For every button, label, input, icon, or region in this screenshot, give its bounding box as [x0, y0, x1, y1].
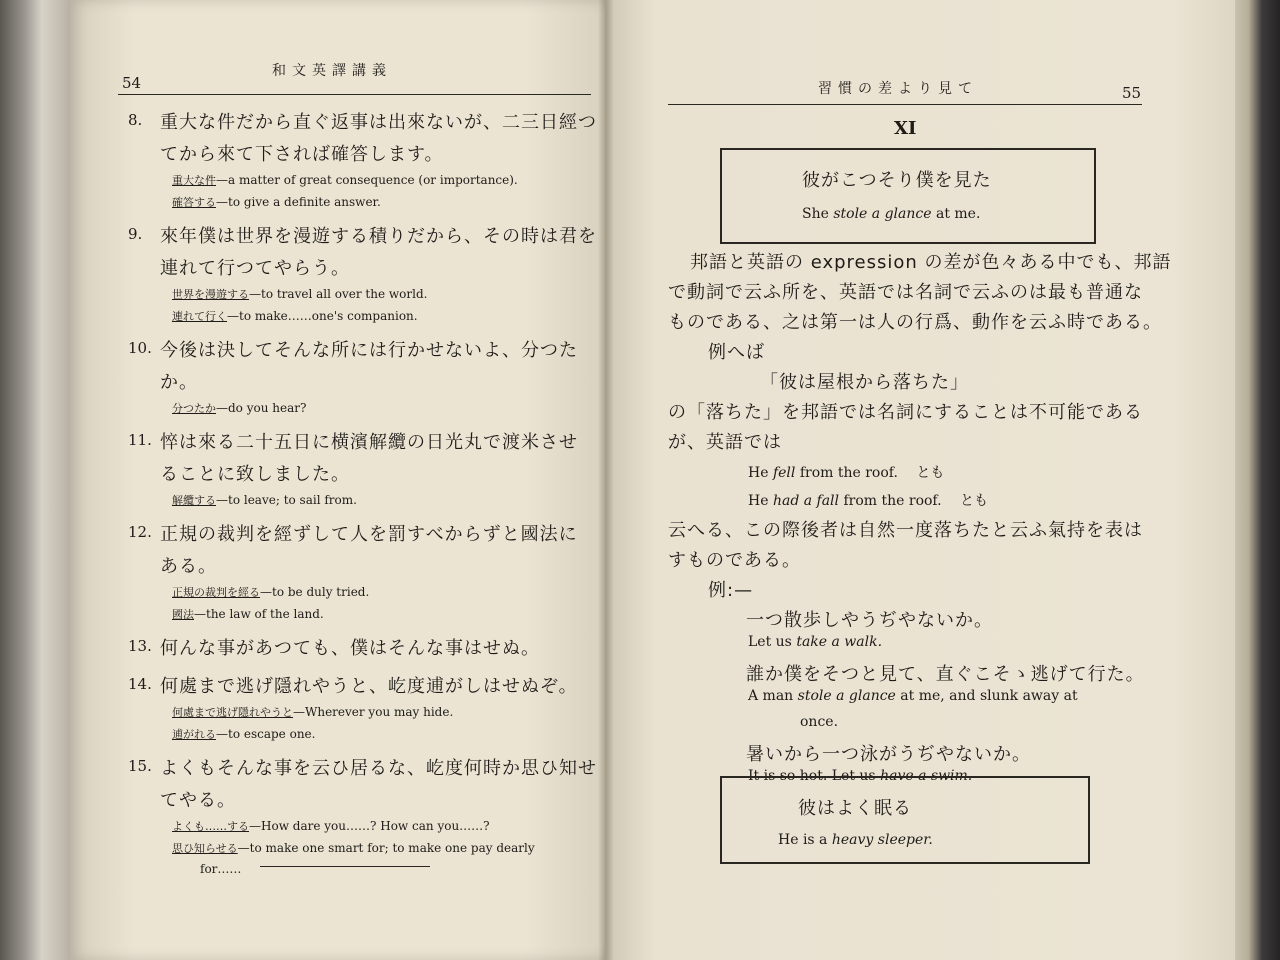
para2-line: の「落ちた」を邦語では名詞にすることは不可能である [668, 402, 1143, 423]
gloss-line [172, 492, 357, 508]
english-example: He had a fall from the roof. とも [748, 493, 989, 509]
example2-label: 例:— [708, 580, 754, 601]
example-english: Let us take a walk. [748, 634, 883, 650]
box1-japanese: 彼がこつそり僕を見た [802, 170, 992, 191]
gloss-definition: —to make……one's companion. [227, 309, 418, 323]
gloss-term: 解纜する [172, 494, 216, 507]
para3-line: 云へる、この際後者は自然一度落ちたと云ふ氣持を表は [668, 520, 1143, 541]
box2-english: He is a heavy sleeper. [778, 832, 933, 848]
para3-line: すものである。 [668, 550, 801, 571]
gloss-line [172, 840, 535, 856]
gloss-definition: —to give a definite answer. [216, 195, 381, 209]
box1-english: She stole a glance at me. [802, 206, 981, 222]
gloss-line [172, 400, 306, 416]
entry-number: 8. [128, 111, 143, 129]
entry-text-line: 今後は決してそんな所には行かせないよ、分つた [160, 340, 578, 361]
left-running-head: 和文英譯講義 [272, 63, 392, 79]
gloss-line [172, 584, 369, 600]
gloss-term: 重大な件 [172, 174, 216, 187]
section-heading: XI [894, 118, 917, 139]
gloss-term: 分つたか [172, 402, 216, 415]
box2-japanese: 彼はよく眠る [798, 798, 912, 819]
entry-number: 12. [128, 523, 152, 541]
english-example: He fell from the roof. とも [748, 465, 945, 481]
entry-number: 9. [128, 225, 143, 243]
entry-number: 10. [128, 339, 152, 357]
gloss-definition: —to leave; to sail from. [216, 493, 357, 507]
gloss-definition: for…… [200, 862, 242, 876]
gloss-term: 思ひ知らせる [172, 842, 238, 855]
example-english-cont: once. [800, 714, 839, 730]
example-english: A man stole a glance at me, and slunk away at [748, 688, 1078, 704]
entry-number: 14. [128, 675, 152, 693]
para1-line: 邦語と英語の expression の差が色々ある中でも、邦語 [690, 252, 1172, 273]
entry-text-line: 連れて行つてやらう。 [160, 258, 350, 279]
gloss-line [172, 194, 381, 210]
gloss-term: 國法 [172, 608, 194, 621]
right-header-rule [668, 104, 1142, 105]
gloss-definition: —the law of the land. [194, 607, 324, 621]
entry-text-line: てやる。 [160, 790, 236, 811]
left-header-rule [118, 94, 591, 95]
gloss-line [172, 308, 418, 324]
book-gutter [598, 0, 614, 960]
gloss-line [172, 606, 324, 622]
book-edge-left [0, 0, 70, 960]
example-label: 例へば [708, 342, 765, 363]
gloss-definition: —to escape one. [216, 727, 316, 741]
gloss-definition: —How dare you……? How can you……? [249, 819, 490, 833]
gloss-line [172, 704, 453, 720]
entry-text-line: てから來て下されば確答します。 [160, 144, 444, 165]
gloss-term: 何處まで逃げ隱れやうと [172, 706, 293, 719]
entry-text-line: か。 [160, 372, 198, 393]
para1-line: で動詞で云ふ所を、英語では名詞で云ふのは最も普通な [668, 282, 1143, 303]
entry-number: 11. [128, 431, 152, 449]
example-japanese: 一つ散歩しやうぢやないか。 [746, 610, 993, 631]
gloss-definition: —a matter of great consequence (or importance). [216, 173, 518, 187]
gloss-definition: —to travel all over the world. [249, 287, 428, 301]
gloss-term: 確答する [172, 196, 216, 209]
gloss-line [200, 862, 241, 876]
entry-text-line: 何んな事があつても、僕はそんな事はせぬ。 [160, 638, 540, 659]
para1-line: ものである、之は第一は人の行爲、動作を云ふ時である。 [668, 312, 1162, 333]
gloss-line [172, 818, 490, 834]
gloss-definition: —to make one smart for; to make one pay dearly [237, 841, 535, 855]
left-page-number: 54 [122, 74, 142, 92]
example-japanese: 誰か僕をそつと見て、直ぐこそゝ逃げて行た。 [746, 664, 1145, 685]
entry-text-line: 何處まで逃げ隱れやうと、屹度逋がしはせぬぞ。 [160, 676, 578, 697]
gloss-definition: —Wherever you may hide. [293, 705, 454, 719]
right-page-number: 55 [1122, 84, 1142, 102]
entry-text-line: 正規の裁判を經ずして人を罰すべからずと國法に [160, 524, 578, 545]
gloss-line [172, 726, 315, 742]
quote-line: 「彼は屋根から落ちた」 [760, 372, 969, 393]
book-edge-right [1235, 0, 1280, 960]
example-japanese: 暑いから一つ泳がうぢやないか。 [746, 744, 1031, 765]
gloss-definition: —to be duly tried. [260, 585, 370, 599]
gloss-term: 連れて行く [172, 310, 227, 323]
entry-number: 15. [128, 757, 152, 775]
left-end-rule [260, 866, 430, 867]
gloss-line [172, 172, 518, 188]
example-box-1 [720, 148, 1096, 244]
para2-line: が、英語では [668, 432, 782, 453]
gloss-line [172, 286, 427, 302]
gloss-term: 正規の裁判を經る [172, 586, 260, 599]
gloss-definition: —do you hear? [216, 401, 307, 415]
right-running-head: 習慣の差より見て [818, 81, 978, 97]
gloss-term: よくも……する [172, 820, 249, 833]
entry-text-line: ある。 [160, 556, 217, 577]
example-english: It is so hot. Let us have a swim. [748, 768, 973, 784]
entry-number: 13. [128, 637, 152, 655]
entry-text-line: 重大な件だから直ぐ返事は出來ないが、二三日經つ [160, 112, 597, 133]
entry-text-line: 來年僕は世界を漫遊する積りだから、その時は君を [160, 226, 597, 247]
gloss-term: 世界を漫遊する [172, 288, 249, 301]
gloss-term: 逋がれる [172, 728, 216, 741]
example-box-2 [720, 776, 1090, 864]
entry-text-line: ることに致しました。 [160, 464, 350, 485]
entry-text-line: よくもそんな事を云ひ居るな、屹度何時か思ひ知せ [160, 758, 597, 779]
entry-text-line: 悴は來る二十五日に横濱解纜の日光丸で渡米させ [160, 432, 578, 453]
